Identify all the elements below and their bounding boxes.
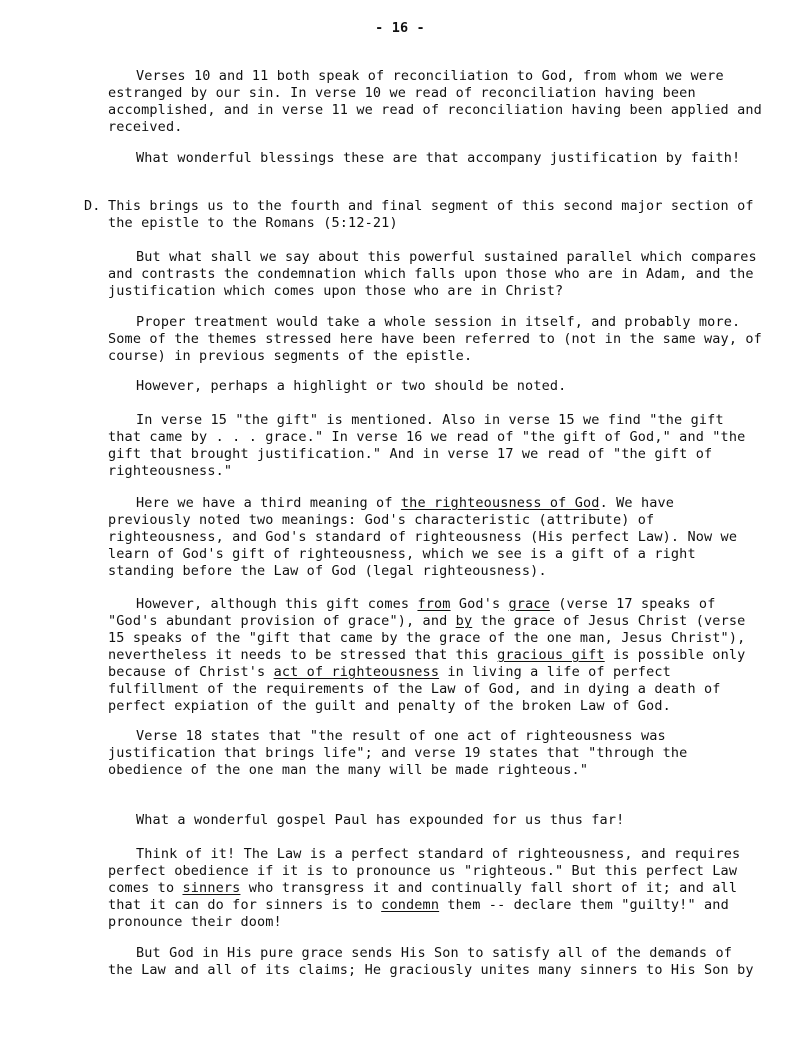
page-number: - 16 - [375, 20, 425, 36]
underlined-word: condemn [381, 897, 440, 913]
paragraph-pure-grace: But God in His pure grace sends His Son to satisfy all of the demands of the Law and all of its claims; He graciously unites many sinners to His Son by [108, 945, 754, 978]
underlined-word: from [417, 596, 451, 612]
paragraph-treatment: Proper treatment would take a whole session in itself, and probably more. Some of the themes stressed here have been referred to (not in the same way, of course) in previous segments of the epistle. [108, 314, 762, 364]
section-letter: D. [84, 198, 101, 214]
underlined-phrase: gracious gift [497, 647, 605, 663]
paragraph-blessings: What wonderful blessings these are that accompany justification by faith! [136, 150, 741, 166]
paragraph-think-of-it: Think of it! The Law is a perfect standard of righteousness, and requires perfect obedience if it is to pronounce us "righteous." But this perfect Law comes to sinners who transgress it and continually fall short of it; and all that it can do for sinners is to condemn them -- declare them "guilty!" and pronounce their doom! [108, 846, 741, 930]
paragraph-grace: However, although this gift comes from God's grace (verse 17 speaks of "God's abundant provision of grace"), and by the grace of Jesus Christ (verse 15 speaks of the "gift that came by the grace of the one man, Jesus Christ"), nevertheless it needs to be stressed that this gracious gift is possible only because of Christ's act of righteousness in living a life of perfect fulfillment of the requirements of the Law of God, and in dying a death of perfect expiation of the guilt and penalty of the broken Law of God. [108, 596, 746, 714]
underlined-word: grace [508, 596, 550, 612]
paragraph-verse-18: Verse 18 states that "the result of one act of righteousness was justification that brings life"; and verse 19 states that "through the obedience of the one man the many will be made righteous." [108, 728, 688, 778]
underlined-phrase: act of righteousness [273, 664, 440, 680]
paragraph-highlight: However, perhaps a highlight or two should be noted. [136, 378, 567, 394]
paragraph-third-meaning: Here we have a third meaning of the righteousness of God. We have previously noted two meanings: God's characteristic (attribute) of righteousness, and God's standard of righteousness (His perfect Law). Now we learn of God's gift of righteousness, which we see is a gift of a right standing before the Law of God (legal righteousness). [108, 495, 738, 579]
underlined-word: by [455, 613, 473, 629]
section-heading: This brings us to the fourth and final segment of this second major section of the epistle to the Romans (5:12-21) [108, 198, 754, 231]
underlined-phrase: the righteousness of God [400, 495, 600, 511]
underlined-word: sinners [182, 880, 241, 896]
paragraph-gospel: What a wonderful gospel Paul has expounded for us thus far! [136, 812, 625, 828]
paragraph-reconciliation: Verses 10 and 11 both speak of reconciliation to God, from whom we were estranged by our sin. In verse 10 we read of reconciliation having been accomplished, and in verse 11 we read of reconciliation having been applied and received. [108, 68, 762, 135]
paragraph-gift: In verse 15 "the gift" is mentioned. Also in verse 15 we find "the gift that came by . . . grace." In verse 16 we read of "the gift of God," and "the gift that brought justification." And in verse 17 we read of "the gift of righteousness." [108, 412, 746, 479]
paragraph-parallel: But what shall we say about this powerful sustained parallel which compares and contrasts the condemnation which falls upon those who are in Adam, and the justification which comes upon those who are in Christ? [108, 249, 757, 299]
